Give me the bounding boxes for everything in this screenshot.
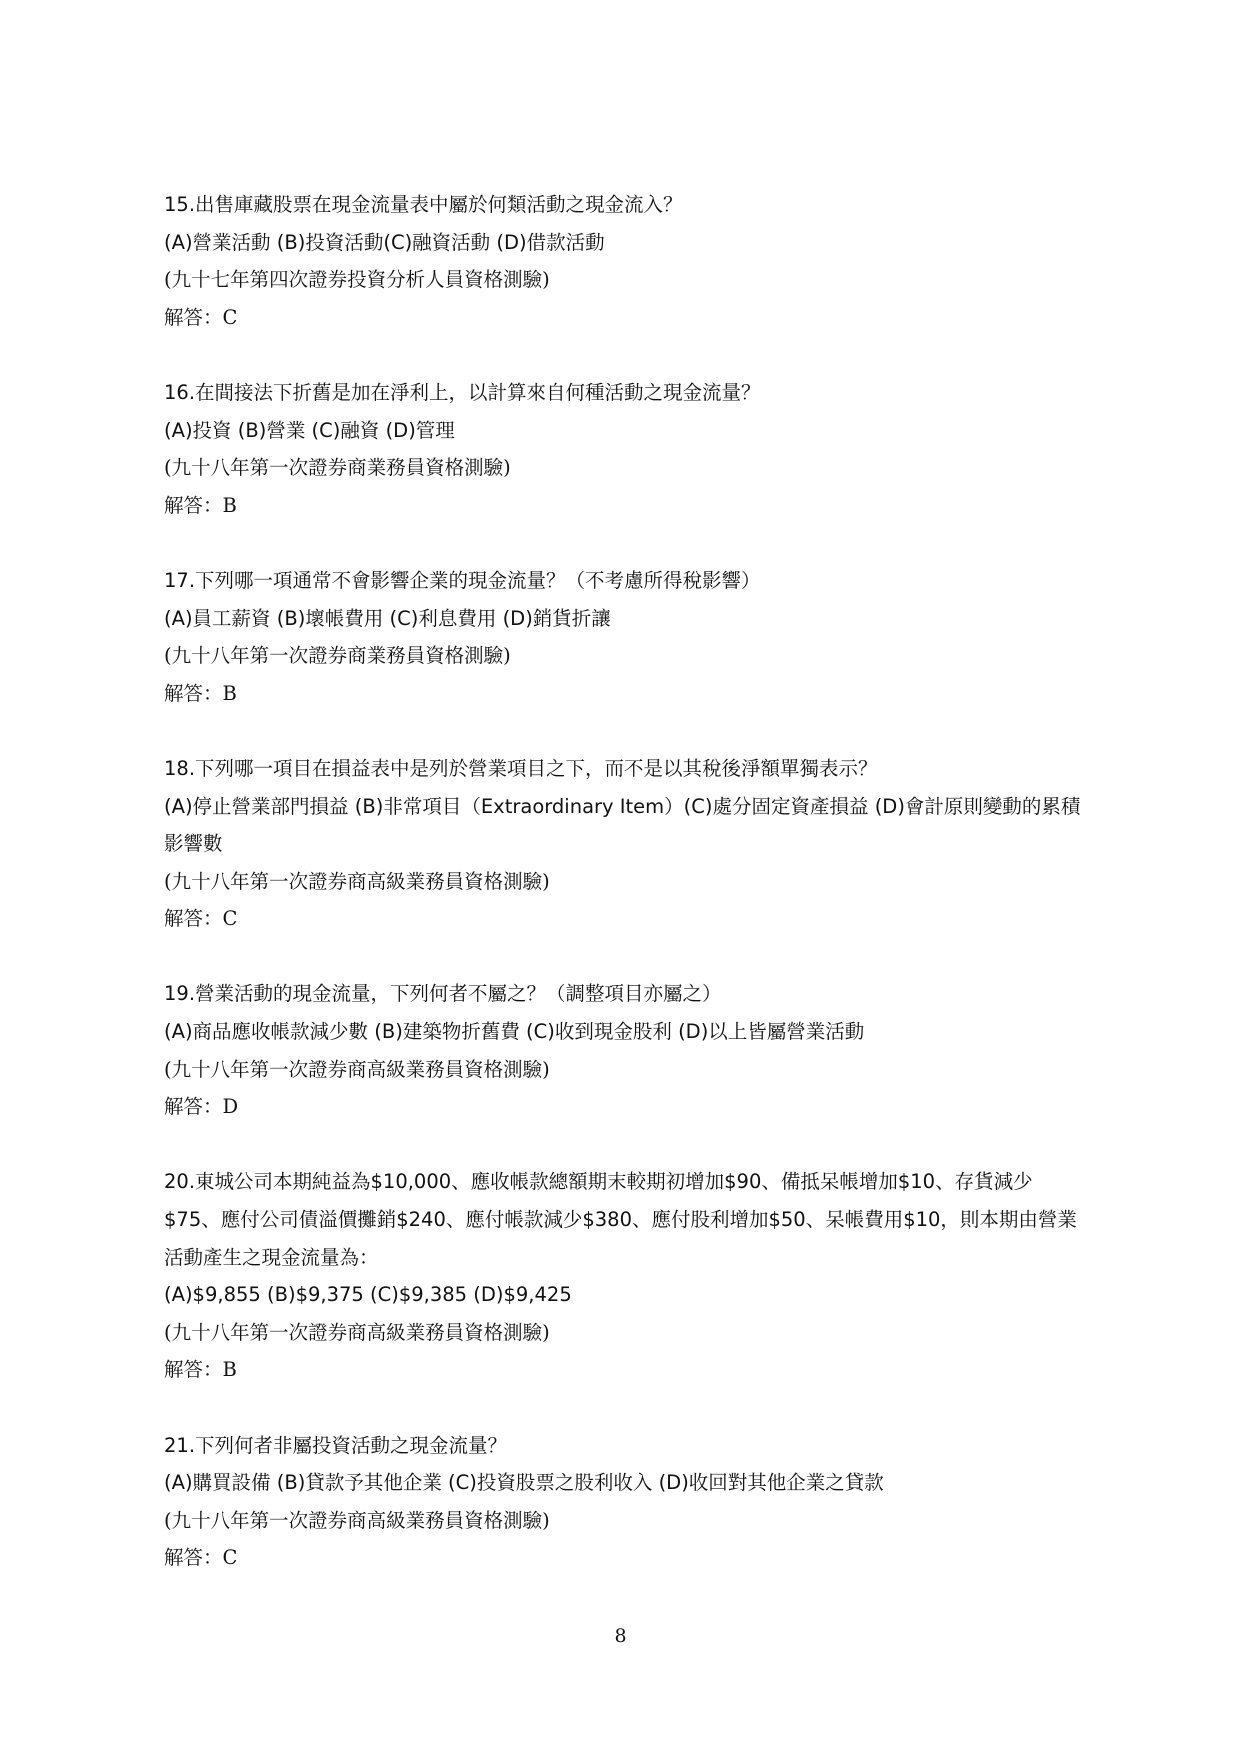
- question-answer: 解答：C: [164, 907, 238, 931]
- question-options: (A)購買設備 (B)貸款予其他企業 (C)投資股票之股利收入 (D)收回對其他企業之貸款: [164, 1471, 884, 1495]
- question-21: [164, 1427, 1084, 1577]
- question-16: [164, 374, 1084, 524]
- question-source: (九十八年第一次證券商高級業務員資格測驗): [164, 1320, 550, 1344]
- question-source: (九十七年第四次證券投資分析人員資格測驗): [164, 268, 550, 292]
- question-options: (A)商品應收帳款減少數 (B)建築物折舊費 (C)收到現金股利 (D)以上皆屬營業活動: [164, 1020, 865, 1044]
- spacer: [164, 1126, 1084, 1164]
- question-source: (九十八年第一次證券商高級業務員資格測驗): [164, 1508, 550, 1532]
- question-answer: 解答：B: [164, 681, 237, 705]
- question-20: [164, 1163, 1084, 1389]
- question-18: [164, 750, 1084, 938]
- question-source: (九十八年第一次證券商業務員資格測驗): [164, 644, 511, 668]
- spacer: [164, 336, 1084, 374]
- question-text: 17.下列哪一項通常不會影響企業的現金流量？（不考慮所得稅影響）: [164, 568, 761, 592]
- page-number: 8: [614, 1625, 627, 1647]
- question-17: [164, 562, 1084, 712]
- question-text: 19.營業活動的現金流量，下列何者不屬之？（調整項目亦屬之）: [164, 982, 722, 1006]
- question-options: (A)$9,855 (B)$9,375 (C)$9,385 (D)$9,425: [164, 1283, 572, 1307]
- question-answer: 解答：C: [164, 305, 238, 329]
- question-text: 15.出售庫藏股票在現金流量表中屬於何類活動之現金流入？: [164, 193, 683, 216]
- question-15: [164, 186, 1084, 336]
- question-answer: 解答：B: [164, 493, 237, 517]
- question-options: (A)營業活動 (B)投資活動(C)融資活動 (D)借款活動: [164, 230, 605, 254]
- spacer: [164, 1389, 1084, 1427]
- question-19: [164, 975, 1084, 1125]
- spacer: [164, 938, 1084, 976]
- spacer: [164, 524, 1084, 562]
- question-options: (A)停止營業部門損益 (B)非常項目（Extraordinary Item）(C)處分固定資產損益 (D)會計原則變動的累積影響數: [164, 794, 1081, 856]
- question-source: (九十八年第一次證券商高級業務員資格測驗): [164, 1057, 550, 1081]
- question-answer: 解答：B: [164, 1358, 237, 1382]
- question-source: (九十八年第一次證券商業務員資格測驗): [164, 456, 511, 480]
- question-answer: 解答：C: [164, 1546, 238, 1570]
- question-options: (A)投資 (B)營業 (C)融資 (D)管理: [164, 418, 455, 442]
- question-text: 20.東城公司本期純益為$10,000、應收帳款總額期末較期初增加$90、備抵呆帳增加$10、存貨減少$75、應付公司債溢價攤銷$240、應付帳款減少$380、應付股利增加$50、呆帳費用$10，則本期由營業活動產生之現金流量為：: [164, 1170, 1077, 1269]
- spacer: [164, 712, 1084, 750]
- question-text: 16.在間接法下折舊是加在淨利上，以計算來自何種活動之現金流量？: [164, 380, 761, 404]
- question-source: (九十八年第一次證券商高級業務員資格測驗): [164, 869, 550, 893]
- question-text: 21.下列何者非屬投資活動之現金流量？: [164, 1433, 508, 1457]
- question-list: [164, 186, 1084, 1577]
- question-options: (A)員工薪資 (B)壞帳費用 (C)利息費用 (D)銷貨折讓: [164, 606, 611, 630]
- question-text: 18.下列哪一項目在損益表中是列於營業項目之下，而不是以其稅後淨額單獨表示？: [164, 756, 878, 780]
- question-answer: 解答：D: [164, 1095, 239, 1119]
